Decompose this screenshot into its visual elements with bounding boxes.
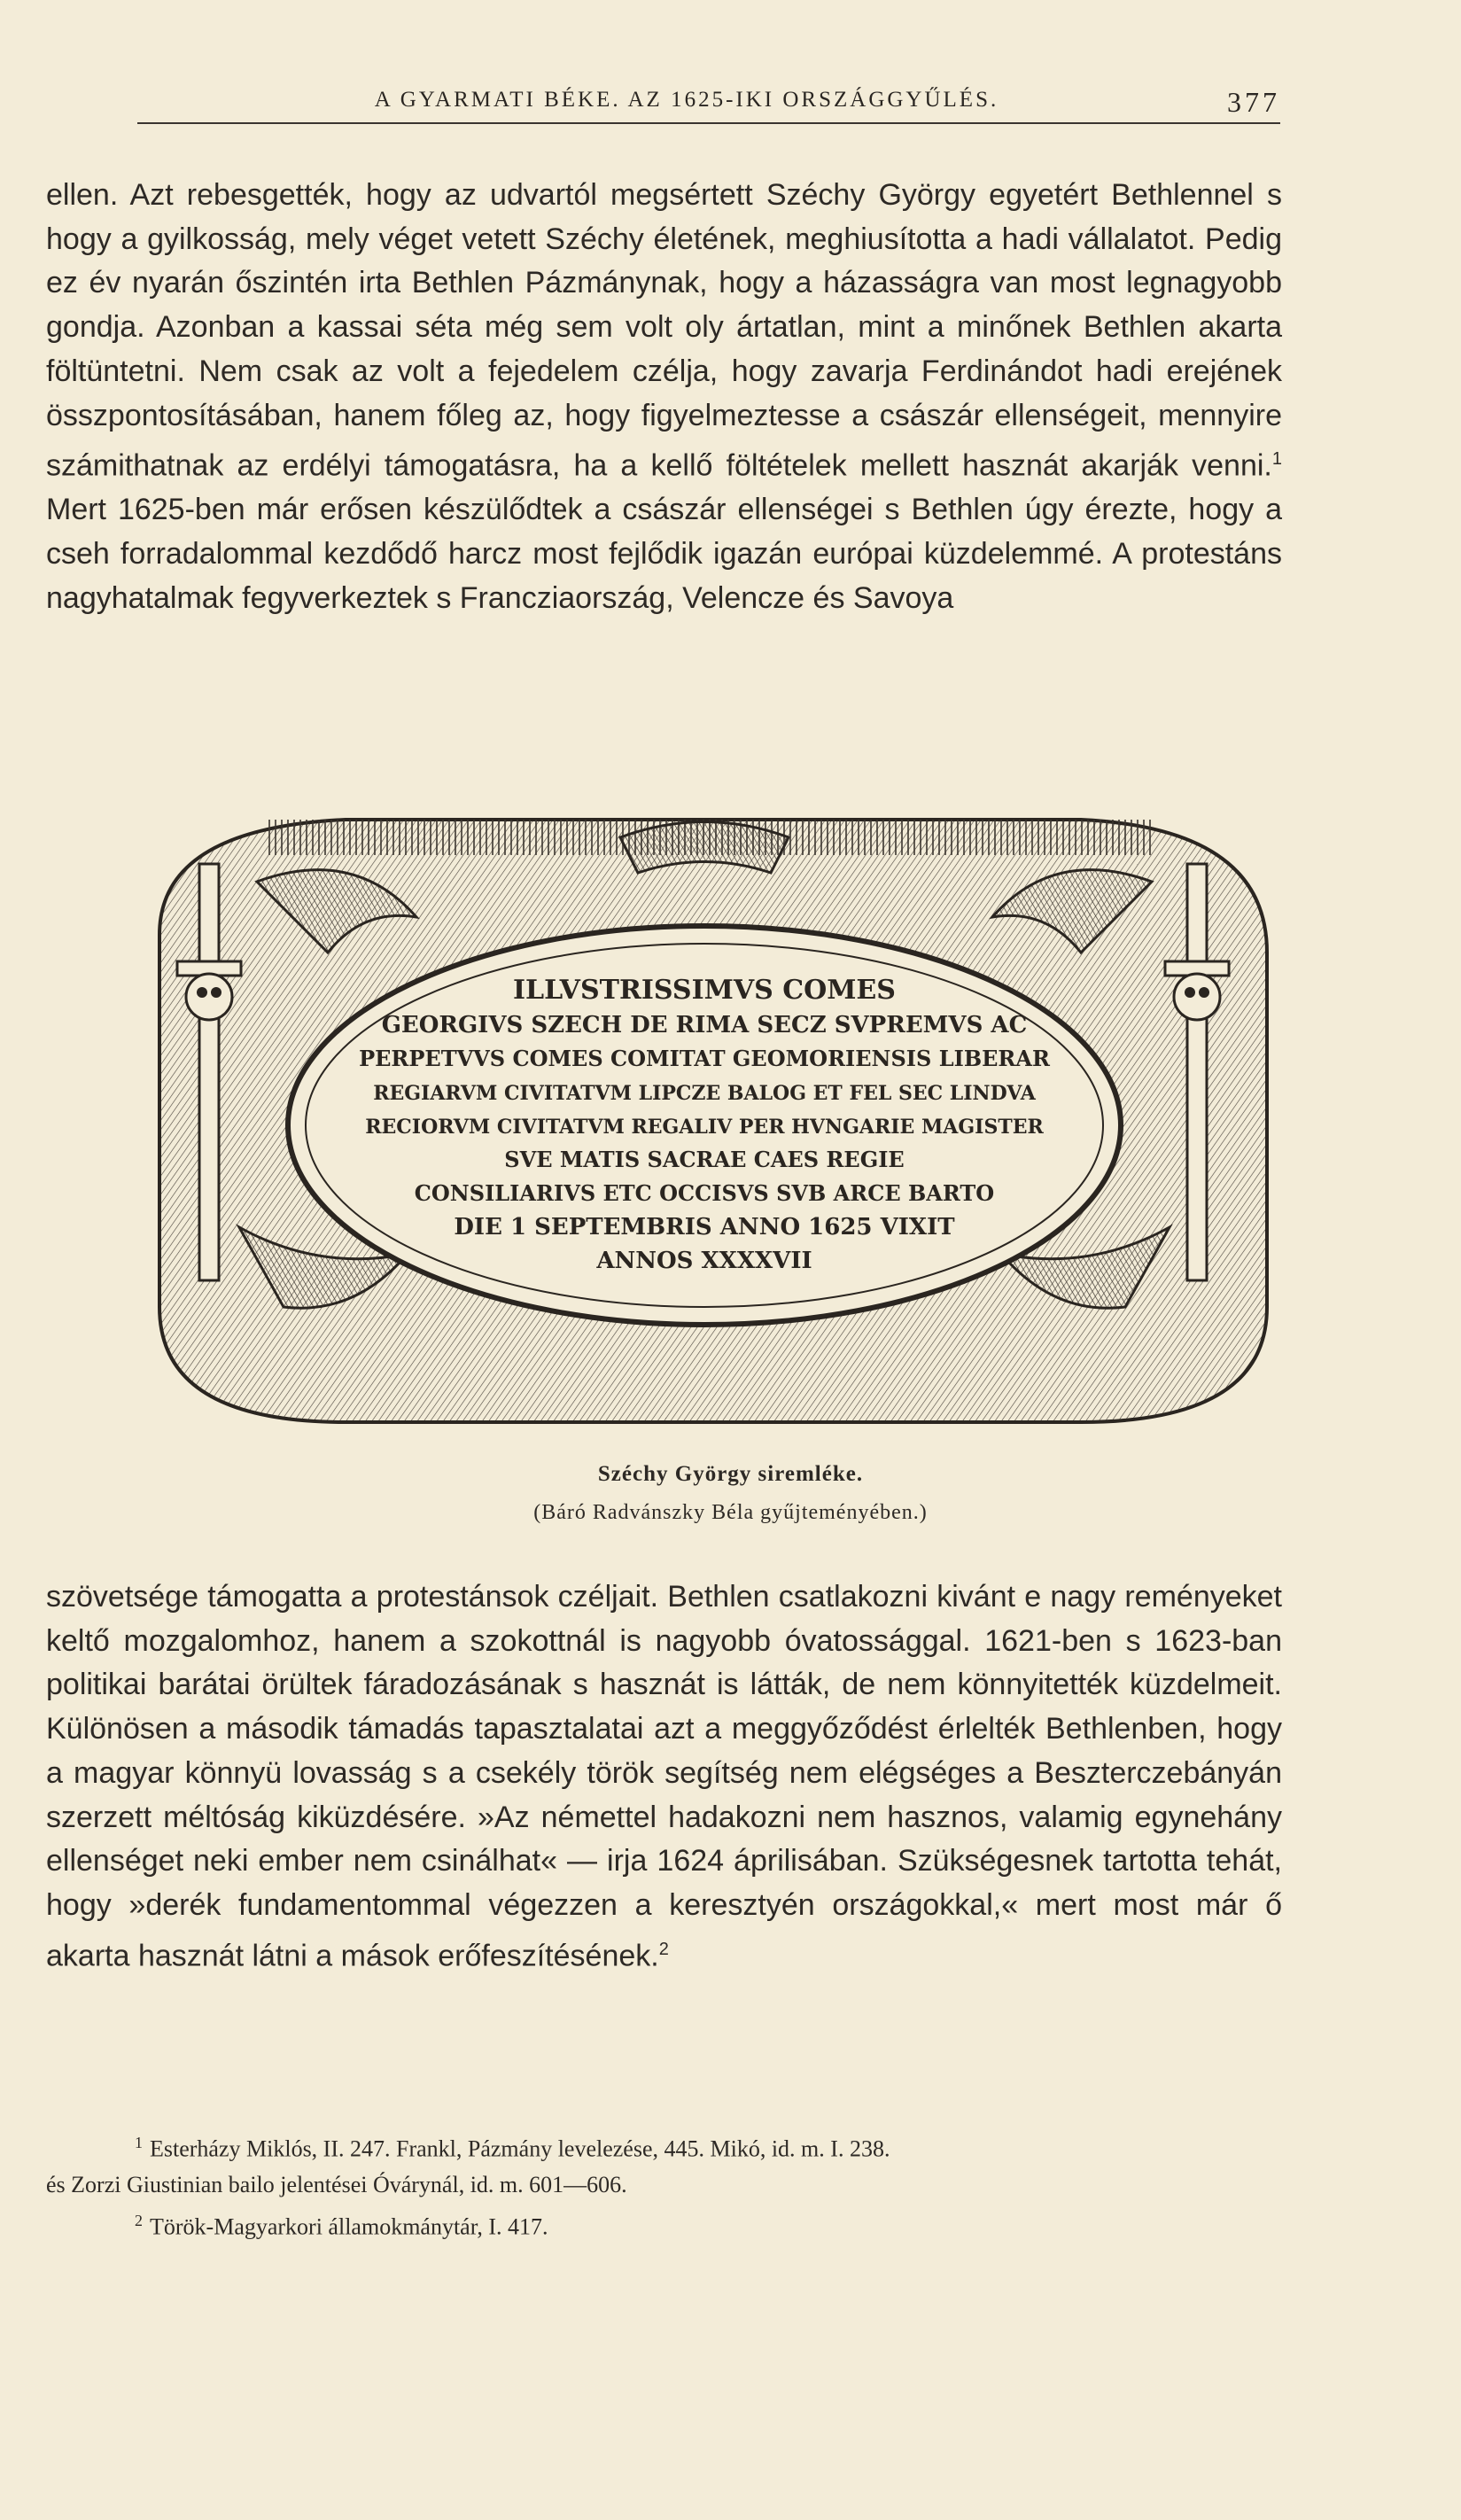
footnote-text: Esterházy Miklós, II. 247. Frankl, Pázmány levelezése, 445. Mikó, id. m. I. 238. (150, 2135, 890, 2162)
figure-caption-title: Széchy György siremléke. (597, 1462, 864, 1486)
footnote-ref-2[interactable]: 2 (658, 1939, 669, 1959)
paragraph-top-continuation: Mert 1625-ben már erősen készülődtek a császár ellenségei s Bethlen úgy érezte, hogy a cseh forradalommal kezdődő harcz most fejlődik igazán európai küzdelemmé. A protestáns nagyhatalmak fegyverkeztek s Francziaország, Velencze és Savoya (46, 493, 1282, 615)
footnote-1 (46, 2125, 1282, 2167)
footnote-2 (46, 2203, 1282, 2245)
paragraph-bottom-text: szövetsége támogatta a protestánsok czéljait. Bethlen csatlakozni kivánt e nagy reményeket keltő mozgalomhoz, hanem a szokottnál is nagyobb óvatossággal. 1621-ben s 1623-ban politikai barátai örültek fáradozásának s hasznát is látták, de nem könnyitették küzdelmeit. Különösen a második támadás tapasztalatai azt a meggyőződést érlelték Bethlenben, hogy a magyar könnyü lovasság s a csekély török segítség nem elégséges a Beszterczebányán szerzett méltóság kiküzdésére. »Az némettel hadakozni nem hasznos, valamig egynehány ellenséget neki ember nem csinálhat« — irja 1624 áprilisában. Szükségesnek tartotta tehát, hogy »derék fundamentommal végezzen a keresztyén országokkal,« mert most már ő akarta hasznát látni a mások erőfeszítésének. (46, 1580, 1282, 1972)
footnote-mark: 1 (135, 2134, 143, 2151)
footnote-text: Török-Magyarkori államokmánytár, I. 417. (150, 2213, 548, 2240)
inscription-line: DIE 1 SEPTEMBRIS ANNO 1625 VIXIT (454, 1214, 955, 1241)
inscription-line: ANNOS XXXXVII (596, 1248, 812, 1274)
running-title: A GYARMATI BÉKE. AZ 1625-IKI ORSZÁGGYŰLÉS. (374, 88, 999, 112)
inscription-line: ILLVSTRISSIMVS COMES (513, 975, 896, 1006)
page-number: 377 (1227, 86, 1280, 118)
footnotes (46, 2125, 1282, 2244)
paragraph-bottom (46, 1575, 1282, 1979)
running-head (137, 78, 1280, 124)
inscription-line: REGIARVM CIVITATVM LIPCZE BALOG ET FEL SEC LINDVA (373, 1082, 1036, 1105)
inscription-lines (359, 975, 1051, 1274)
footnote-mark: 2 (135, 2211, 143, 2229)
figure-caption-source: (Báró Radvánszky Béla gyűjteményében.) (533, 1501, 928, 1524)
tombstone-figure (124, 811, 1285, 1431)
inscription-line: CONSILIARIVS ETC OCCISVS SVB ARCE BARTO (414, 1180, 995, 1206)
inscription-line: SVE MATIS SACRAE CAES REGIE (504, 1147, 905, 1172)
footnote-ref-1[interactable]: 1 (1271, 449, 1282, 470)
inscription-line: PERPETVVS COMES COMITAT GEOMORIENSIS LIBERAR (359, 1046, 1050, 1071)
paragraph-top (46, 174, 1282, 620)
inscription-line: GEORGIVS SZECH DE RIMA SECZ SVPREMVS AC (381, 1012, 1028, 1038)
paragraph-top-text: ellen. Azt rebesgették, hogy az udvartól megsértett Széchy György egyetért Bethlennel s hogy a gyilkosság, mely véget vetett Széchy életének, meghiusította a hadi vállalatot. Pedig ez év nyarán őszintén irta Bethlen Pázmánynak, hogy a házasságra van most legnagyobb gondja. Azonban a kassai séta még sem volt oly ártatlan, mint a minőnek Bethlen akarta föltüntetni. Nem csak az volt a fejedelem czélja, hogy zavarja Ferdinándot hadi erejének összpontosításában, hanem főleg az, hogy figyelmeztesse a császár ellenségeit, mennyire számithatnak az erdélyi támogatásra, ha a kellő föltételek mellett hasznát akarják venni. (46, 178, 1282, 483)
footnote-1-continuation: és Zorzi Giustinian bailo jelentései Óvárynál, id. m. 601—606. (46, 2171, 627, 2197)
inscription-line: RECIORVM CIVITATVM REGALIV PER HVNGARIE MAGISTER (365, 1116, 1044, 1139)
tombstone-engraving (124, 811, 1285, 1431)
